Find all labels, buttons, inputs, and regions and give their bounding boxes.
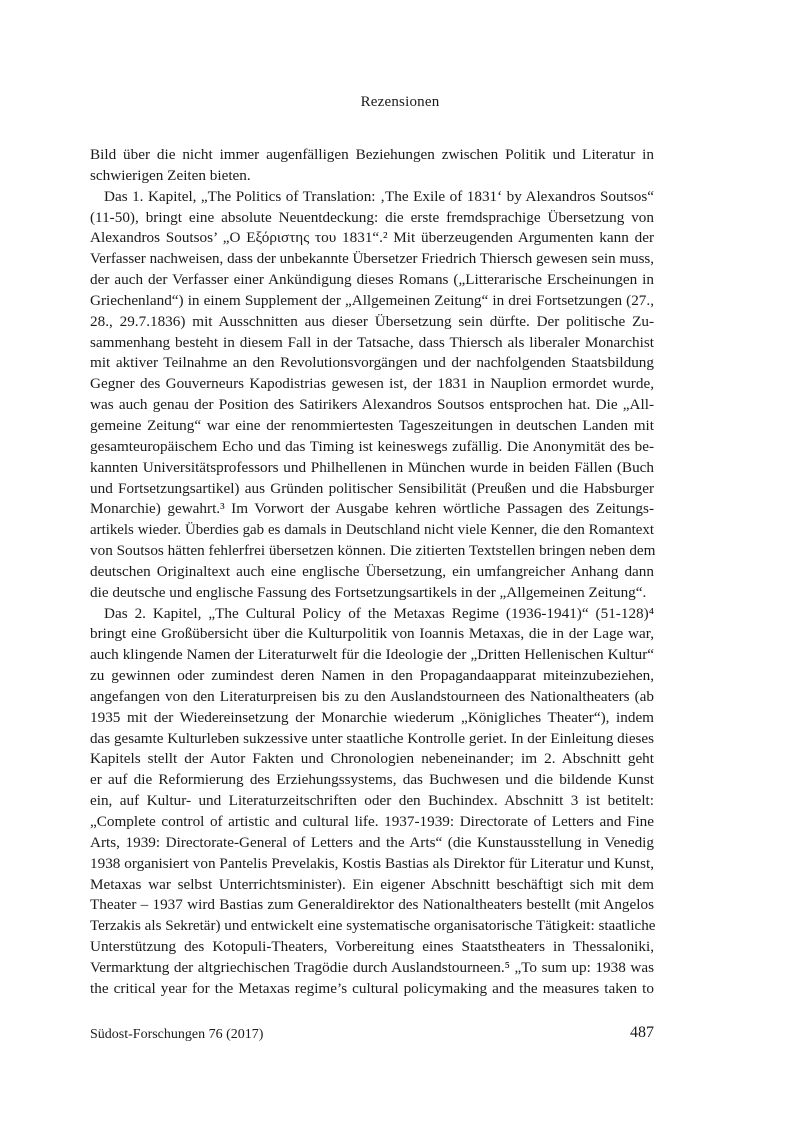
- text-line: Alexandros Soutsos’ „Ο Εξόριστης του 1831“.² Mit überzeugenden Argumenten kann der: [90, 229, 654, 247]
- text-line: (11-50), bringt eine absolute Neuentdeckung: die erste fremdsprachige Übersetzung von: [90, 208, 654, 226]
- text-line: mit aktiver Teilnahme an den Revolutionsvorgängen und der nachfolgenden Staatsbildung: [90, 354, 654, 372]
- text-line: kannten Universitätsprofessors und Philhellenen in München wurde in beiden Fällen (Buch: [90, 458, 654, 476]
- running-head: Rezensionen: [360, 94, 440, 110]
- text-line: ein, auf Kultur- und Literaturzeitschriften oder den Buchindex. Abschnitt 3 ist betitelt:: [90, 792, 654, 810]
- text-line: auch klingende Namen der Literaturwelt für die Ideologie der „Dritten Hellenischen Kultur“: [90, 646, 654, 664]
- text-line: das gesamte Kulturleben sukzessive unter staatliche Kontrolle geriet. In der Einleitung dieses: [90, 730, 654, 747]
- text-line: zu gewinnen oder zumindest deren Namen in den Propagandaapparat miteinzubeziehen,: [90, 667, 654, 685]
- text-line: the critical year for the Metaxas regime’s cultural policymaking and the measures taken to: [90, 979, 654, 997]
- text-line: er auf die Reformierung des Erziehungssystems, das Buchwesen und die bildende Kunst: [90, 771, 654, 789]
- text-line: Unterstützung des Kotopuli-Theaters, Vorbereitung eines Staatstheaters in Thessaloniki,: [90, 938, 654, 956]
- text-line: angefangen von den Literaturpreisen bis zu den Auslandstourneen des Nationaltheaters (ab: [90, 687, 654, 705]
- text-line: 28., 29.7.1836) mit Ausschnitten aus dieser Übersetzung sein dürfte. Der politische Zu-: [90, 312, 654, 330]
- text-line: Theater – 1937 wird Bastias zum Generaldirektor des Nationaltheaters bestellt (mit Angelos: [90, 896, 654, 914]
- text-line: 1938 organisiert von Pantelis Prevelakis, Kostis Bastias als Direktor für Literatur und Kunst,: [90, 854, 654, 872]
- text-line: Metaxas war selbst Unterrichtsminister). Ein eigener Abschnitt beschäftigt sich mit dem: [90, 875, 654, 893]
- text-line: was auch genau der Position des Satirikers Alexandros Soutsos entsprochen hat. Die „All-: [90, 396, 654, 414]
- text-line: Bild über die nicht immer augenfälligen Beziehungen zwischen Politik und Literatur in: [90, 146, 654, 163]
- text-line: Kapitels stellt der Autor Fakten und Chronologien nebeneinander; im 2. Abschnitt geht: [90, 750, 654, 768]
- text-line: von Soutsos hätten fehlerfrei übersetzen können. Die zitierten Textstellen bringen neben dem: [90, 542, 656, 560]
- text-line: Verfasser nachweisen, dass der unbekannte Übersetzer Friedrich Thiersch gewesen sein muss,: [90, 251, 654, 268]
- text-line: artikels wieder. Überdies gab es damals in Deutschland nicht viele Kenner, die den Romantext: [90, 522, 654, 539]
- footer-journal: Südost-Forschungen 76 (2017): [90, 1027, 264, 1042]
- text-line: schwierigen Zeiten bieten.: [90, 166, 251, 184]
- text-line: sammenhang besteht in diesem Fall in der Tatsache, dass Thiersch als liberaler Monarchist: [90, 333, 654, 351]
- text-line: „Complete control of artistic and cultural life. 1937-1939: Directorate of Letters and Fine: [90, 813, 654, 830]
- text-line: Vermarktung der altgriechischen Tragödie durch Auslandstourneen.⁵ „To sum up: 1938 was: [90, 958, 654, 976]
- text-line: 1935 mit der Wiedereinsetzung der Monarchie wiederum „Königliches Theater“), indem: [90, 708, 654, 726]
- text-line: Das 1. Kapitel, „The Politics of Translation: ‚The Exile of 1831‘ by Alexandros Soutsos“: [104, 187, 654, 205]
- text-line: die deutsche und englische Fassung des Fortsetzungsartikels in der „Allgemeinen Zeitung“.: [90, 583, 647, 601]
- body-text: [90, 145, 654, 1000]
- text-line: Gegner des Gouverneurs Kapodistrias gewesen ist, der 1831 in Nauplion ermordet wurde,: [90, 375, 654, 393]
- text-line: Das 2. Kapitel, „The Cultural Policy of the Metaxas Regime (1936-1941)“ (51-128)⁴: [104, 604, 654, 622]
- text-line: gemeine Zeitung“ war eine der renommiertesten Tageszeitungen in deutschen Landen mit: [90, 416, 654, 434]
- text-line: Griechenland“) in einem Supplement der „Allgemeinen Zeitung“ in drei Fortsetzungen (27.,: [90, 291, 654, 309]
- text-line: gesamteuropäischem Echo und das Timing ist keineswegs zufällig. Die Anonymität des be-: [90, 437, 654, 455]
- text-line: und Fortsetzungsartikel) aus Gründen politischer Sensibilität (Preußen und die Habsburger: [90, 479, 654, 497]
- page-number: 487: [630, 1024, 654, 1041]
- text-line: Arts, 1939: Directorate-General of Letters and the Arts“ (die Kunstausstellung in Venedig: [90, 833, 654, 851]
- text-line: Terzakis als Sekretär) und entwickelt eine systematische organisatorische Tätigkeit: staatliche: [90, 918, 656, 935]
- text-line: Monarchie) gewahrt.³ Im Vorwort der Ausgabe kehren wörtliche Passagen des Zeitungs-: [90, 500, 654, 518]
- text-line: der auch der Verfasser einer Ankündigung dieses Romans („Litterarische Erscheinungen in: [90, 271, 654, 289]
- text-line: deutschen Originaltext auch eine englische Übersetzung, ein umfangreicher Anhang dann: [90, 562, 654, 580]
- text-line: bringt eine Großübersicht über die Kulturpolitik von Ioannis Metaxas, die in der Lage war,: [90, 625, 654, 643]
